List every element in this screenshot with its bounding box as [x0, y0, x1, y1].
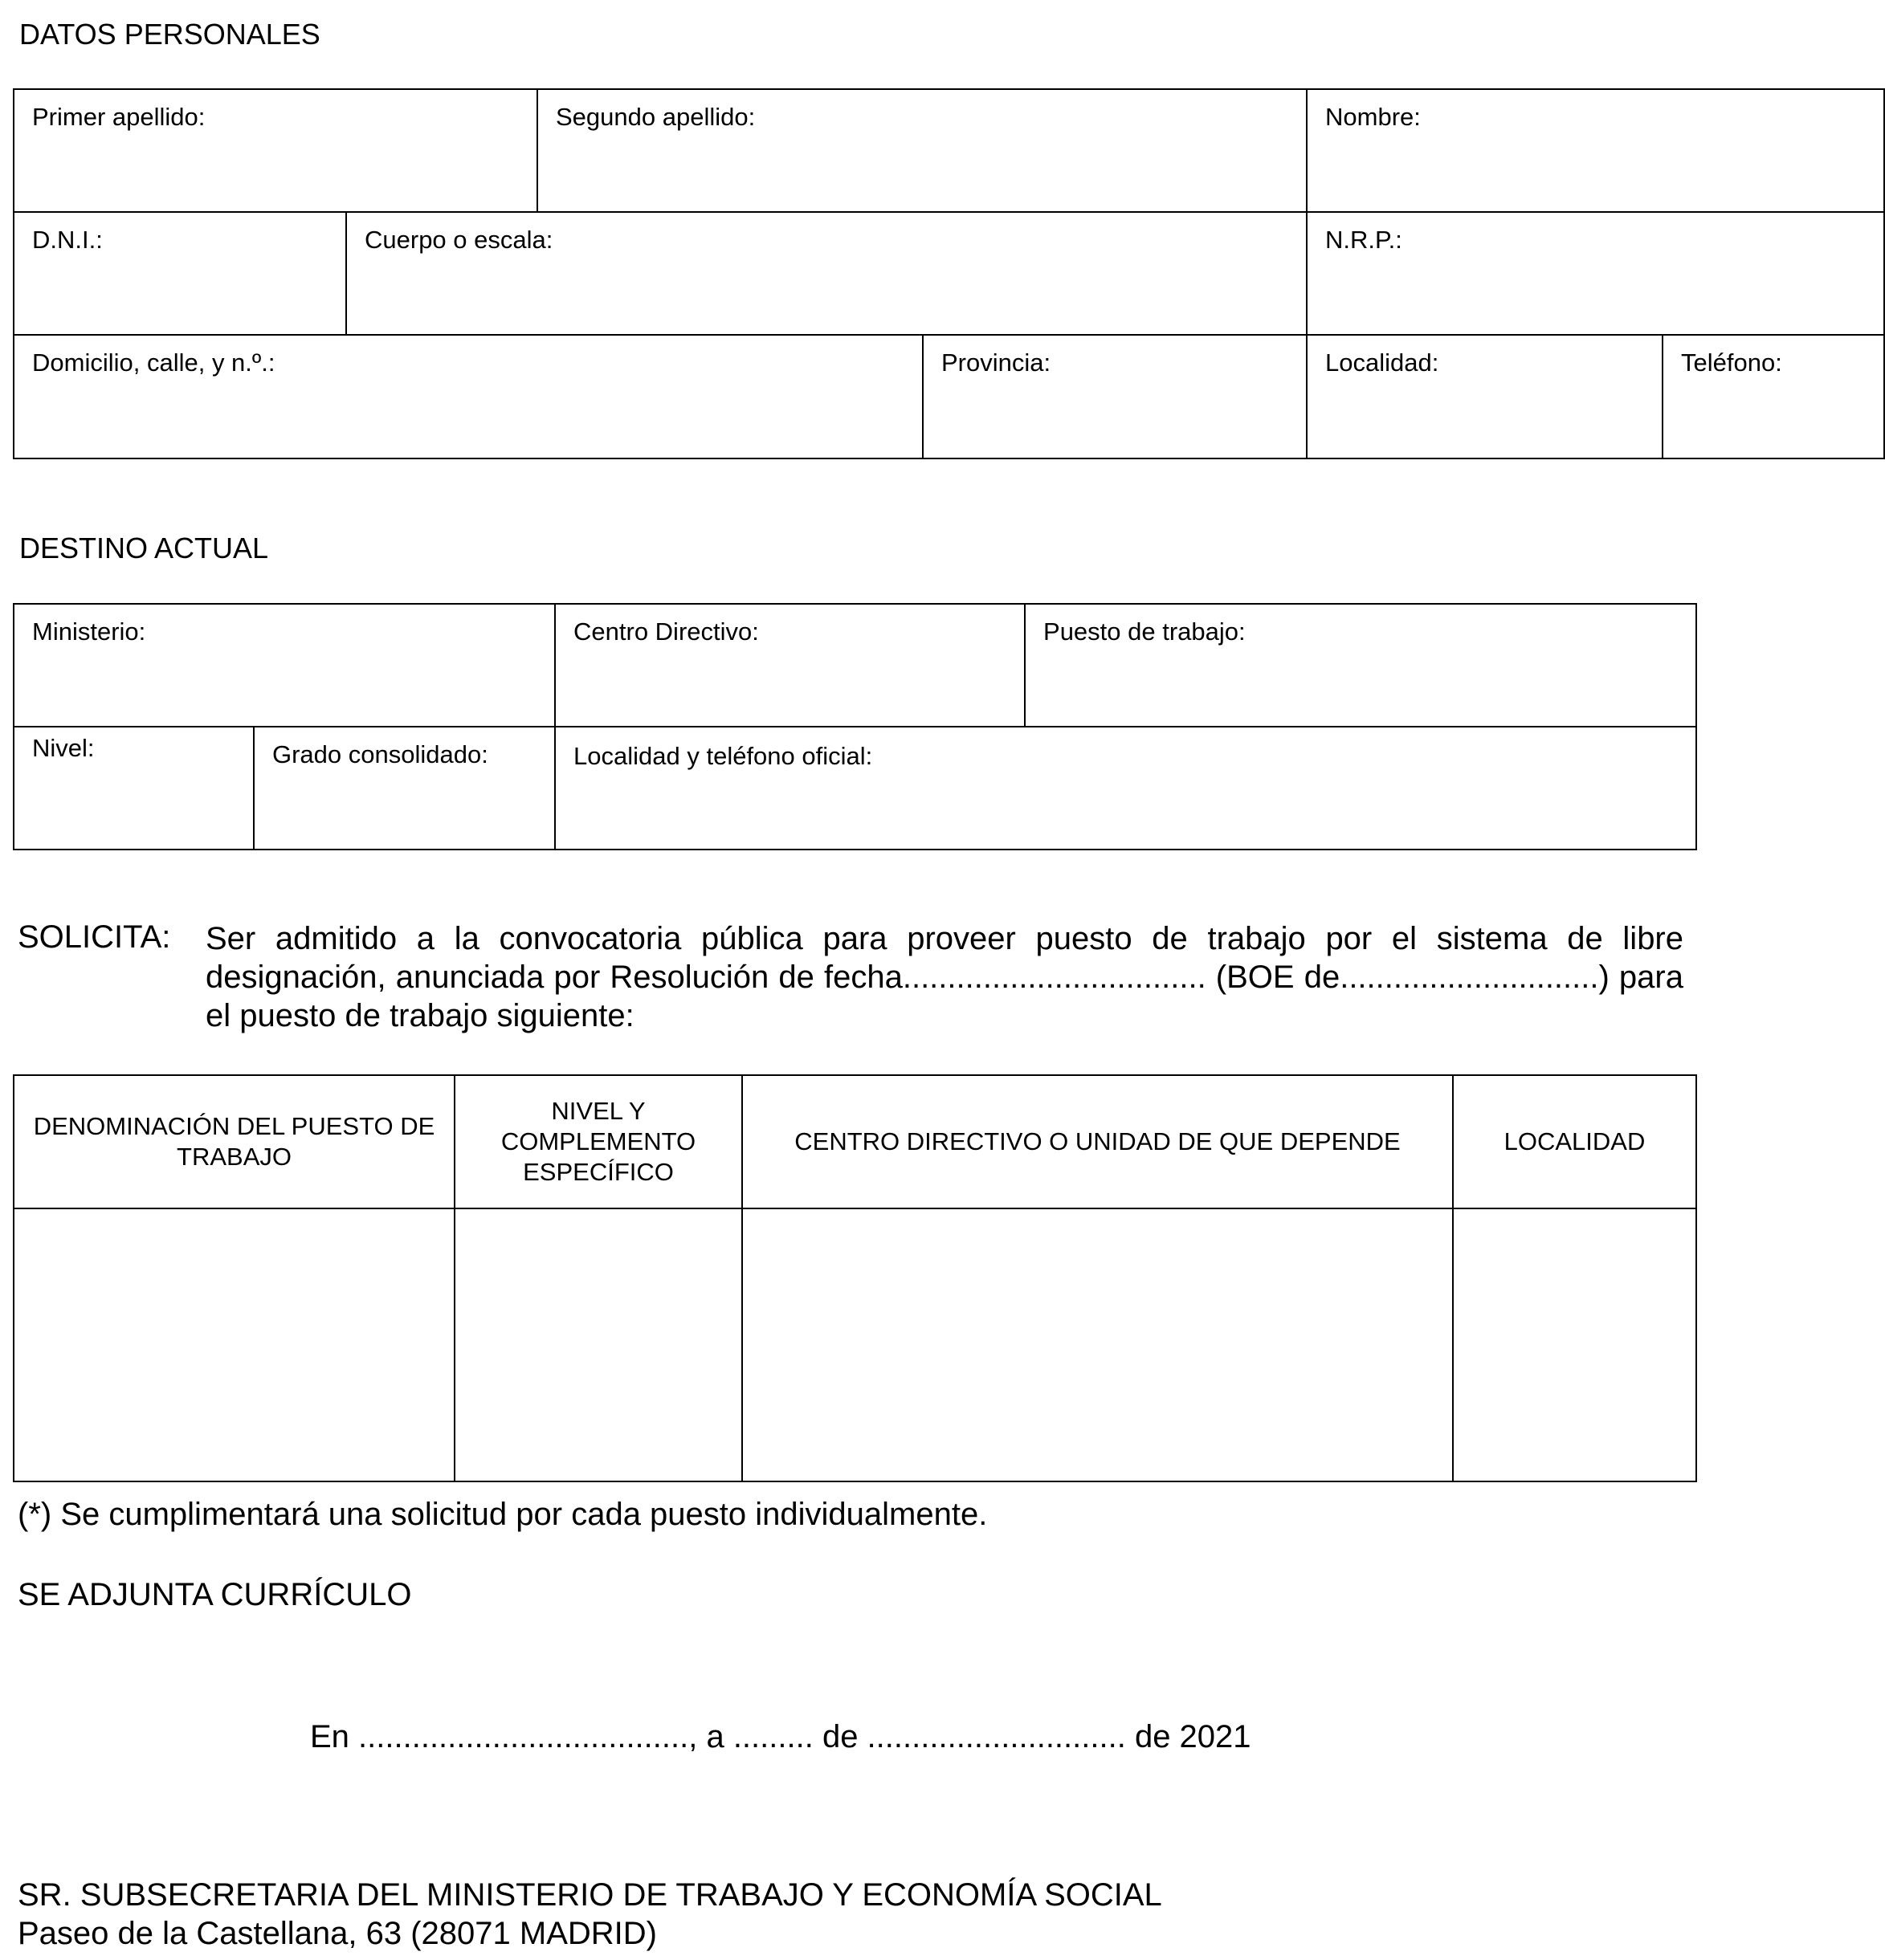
header-centro-directivo: CENTRO DIRECTIVO O UNIDAD DE QUE DEPENDE [742, 1075, 1453, 1208]
header-localidad: LOCALIDAD [1453, 1075, 1696, 1208]
nombre-field[interactable] [1307, 89, 1884, 212]
segundo-apellido-field[interactable] [537, 89, 1307, 212]
telefono-label: Teléfono: [1681, 348, 1782, 377]
dni-label: D.N.I.: [32, 226, 103, 254]
primer-apellido-label: Primer apellido: [32, 103, 206, 131]
cell-localidad[interactable] [1453, 1208, 1696, 1481]
nombre-label: Nombre: [1325, 103, 1421, 131]
fecha-line: En ....................................., a ......... de ............................. de 2021 [310, 1719, 1251, 1754]
domicilio-label: Domicilio, calle, y n.º.: [32, 348, 275, 377]
destinatario-line-2: Paseo de la Castellana, 63 (28071 MADRID) [18, 1916, 657, 1951]
grado-consolidado-label: Grado consolidado: [272, 740, 488, 768]
puesto-table [13, 1074, 1697, 1482]
nrp-label: N.R.P.: [1325, 226, 1402, 254]
datos-personales-table [13, 88, 1885, 459]
solicita-text: Ser admitido a la convocatoria pública para proveer puesto de trabajo por el sistema de libre designación, anunciada por Resolución de fecha.................................. (BOE de.............................) para el puesto de trabajo siguiente: [206, 921, 1683, 1033]
solicita-label: SOLICITA: [18, 919, 171, 955]
cell-denominacion[interactable] [14, 1208, 455, 1481]
localidad-field[interactable] [1307, 335, 1663, 458]
cuerpo-escala-field[interactable] [346, 212, 1307, 335]
puesto-trabajo-label: Puesto de trabajo: [1043, 617, 1246, 646]
localidad-label: Localidad: [1325, 348, 1439, 377]
cuerpo-escala-label: Cuerpo o escala: [365, 226, 553, 254]
ministerio-label: Ministerio: [32, 617, 146, 646]
centro-directivo-label: Centro Directivo: [573, 617, 759, 646]
domicilio-field[interactable] [14, 335, 923, 458]
header-denominacion: DENOMINACIÓN DEL PUESTO DE TRABAJO [14, 1075, 455, 1208]
note-text: (*) Se cumplimentará una solicitud por cada puesto individualmente. [18, 1497, 988, 1532]
curriculo-text: SE ADJUNTA CURRÍCULO [18, 1577, 412, 1612]
grado-consolidado-field[interactable] [254, 727, 555, 850]
segundo-apellido-label: Segundo apellido: [556, 103, 756, 131]
ministerio-field[interactable] [14, 604, 555, 727]
cell-centro-directivo[interactable] [742, 1208, 1453, 1481]
nivel-field[interactable] [14, 727, 254, 850]
destino-actual-table [13, 603, 1697, 850]
provincia-field[interactable] [923, 335, 1307, 458]
primer-apellido-field[interactable] [14, 89, 537, 212]
puesto-trabajo-field[interactable] [1025, 604, 1696, 727]
section-heading-datos-personales: DATOS PERSONALES [19, 18, 320, 51]
section-heading-destino-actual: DESTINO ACTUAL [19, 532, 269, 564]
header-nivel-complemento: NIVEL Y COMPLEMENTO ESPECÍFICO [455, 1075, 742, 1208]
cell-nivel-complemento[interactable] [455, 1208, 742, 1481]
telefono-field[interactable] [1663, 335, 1884, 458]
provincia-label: Provincia: [941, 348, 1051, 377]
localidad-telefono-field[interactable] [555, 727, 1696, 850]
centro-directivo-field[interactable] [555, 604, 1025, 727]
nrp-field[interactable] [1307, 212, 1884, 335]
nivel-label: Nivel: [32, 734, 95, 762]
destinatario-line-1: SR. SUBSECRETARIA DEL MINISTERIO DE TRABAJO Y ECONOMÍA SOCIAL [18, 1877, 1162, 1913]
dni-field[interactable] [14, 212, 346, 335]
localidad-telefono-label: Localidad y teléfono oficial: [573, 742, 873, 770]
